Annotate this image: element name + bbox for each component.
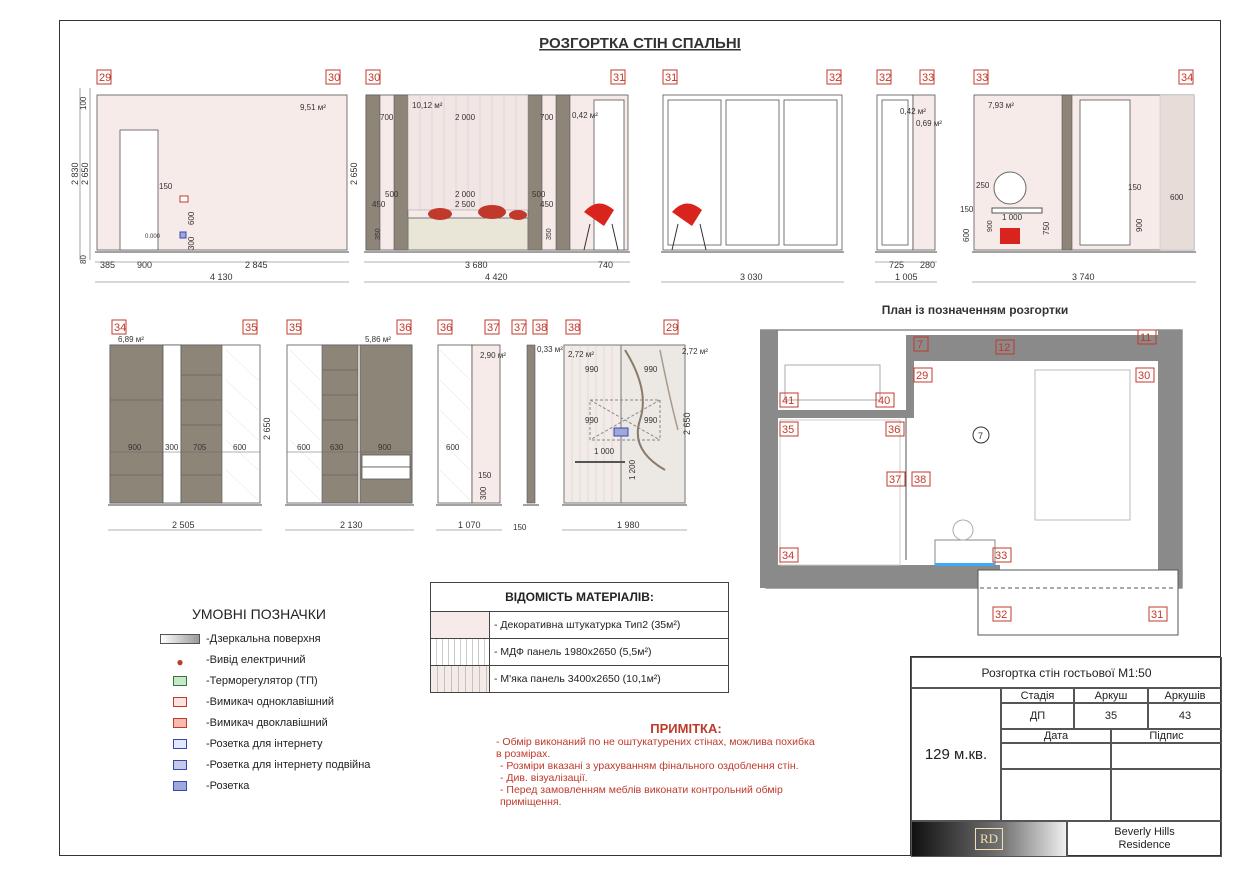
svg-text:700: 700 [380, 113, 394, 122]
legend-item-thermostat: -Терморегулятор (ТП) [160, 672, 318, 690]
svg-text:2 505: 2 505 [172, 520, 195, 530]
svg-text:1 005: 1 005 [895, 272, 918, 282]
svg-text:35: 35 [245, 322, 258, 334]
svg-text:600: 600 [233, 443, 247, 452]
mirror-icon [160, 634, 200, 644]
project-name: Beverly Hills Residence [1067, 821, 1222, 857]
svg-text:2 830: 2 830 [70, 162, 80, 185]
svg-text:500: 500 [385, 190, 399, 199]
sheet-title: РОЗГОРТКА СТІН СПАЛЬНІ [539, 35, 741, 52]
svg-text:150: 150 [960, 205, 974, 214]
svg-text:37: 37 [889, 474, 902, 486]
svg-text:0,42 м²: 0,42 м² [900, 107, 926, 116]
legend-item-switch-double: -Вимикач двоклавішний [160, 714, 328, 732]
svg-text:350: 350 [375, 228, 382, 240]
area-label: 9,51 м² [300, 103, 326, 112]
svg-text:37: 37 [487, 322, 500, 334]
socket-icon [173, 781, 187, 791]
tag-29: 29 [99, 72, 112, 84]
legend-item-internet-double: -Розетка для інтернету подвійна [160, 756, 370, 774]
note [496, 723, 816, 808]
note-line: - Перед замовленням меблів виконати контрольний обмір приміщення. [500, 784, 783, 808]
svg-text:990: 990 [585, 365, 599, 374]
internet-socket-icon [173, 739, 187, 749]
svg-text:11: 11 [1140, 332, 1152, 344]
svg-text:0,33 м²: 0,33 м² [537, 345, 563, 354]
svg-text:33: 33 [995, 550, 1008, 562]
electric-outlet-icon: ● [176, 655, 184, 669]
soft-panel-swatch [431, 666, 490, 692]
svg-text:100: 100 [79, 96, 88, 110]
legend [160, 606, 380, 796]
mdf-swatch [431, 639, 490, 665]
svg-text:500: 500 [532, 190, 546, 199]
svg-text:3 740: 3 740 [1072, 272, 1095, 282]
svg-text:2,72 м²: 2,72 м² [568, 350, 594, 359]
svg-text:900: 900 [137, 260, 153, 270]
svg-text:600: 600 [446, 443, 460, 452]
svg-text:900: 900 [1135, 218, 1144, 232]
materials-title: ВІДОМІСТЬ МАТЕРІАЛІВ: [431, 583, 728, 612]
svg-text:600: 600 [1170, 193, 1184, 202]
svg-text:2 650: 2 650 [80, 162, 90, 185]
elevation-33-34 [960, 70, 1196, 282]
svg-text:35: 35 [782, 424, 795, 436]
note-line: - Див. візуалізації. [500, 772, 588, 784]
svg-text:750: 750 [1042, 221, 1051, 235]
svg-text:150: 150 [1128, 183, 1142, 192]
elevation-38-29 [562, 320, 708, 530]
svg-text:5,86 м²: 5,86 м² [365, 335, 391, 344]
note-title: ПРИМІТКА: [650, 721, 722, 736]
svg-text:3 030: 3 030 [740, 272, 763, 282]
svg-text:600: 600 [297, 443, 311, 452]
elevation-37-38 [512, 320, 563, 532]
svg-text:0,69 м²: 0,69 м² [916, 119, 942, 128]
legend-item-mirror: -Дзеркальна поверхня [160, 630, 321, 648]
svg-text:36: 36 [888, 424, 901, 436]
svg-text:32: 32 [995, 609, 1008, 621]
elevation-34-35 [108, 320, 272, 530]
svg-text:38: 38 [535, 322, 548, 334]
svg-text:2,90 м²: 2,90 м² [480, 351, 506, 360]
svg-text:29: 29 [916, 370, 929, 382]
svg-text:1 070: 1 070 [458, 520, 481, 530]
svg-text:900: 900 [128, 443, 142, 452]
svg-text:2 500: 2 500 [455, 200, 476, 209]
svg-text:35: 35 [289, 322, 302, 334]
svg-text:31: 31 [613, 72, 626, 84]
svg-text:2 000: 2 000 [455, 113, 476, 122]
svg-text:36: 36 [399, 322, 412, 334]
svg-text:36: 36 [440, 322, 453, 334]
svg-text:32: 32 [829, 72, 842, 84]
material-row: - МДФ панель 1980х2650 (5,5м²) [431, 639, 728, 666]
svg-text:30: 30 [1138, 370, 1151, 382]
svg-text:150: 150 [159, 182, 173, 191]
svg-text:900: 900 [987, 220, 994, 232]
tag-30: 30 [328, 72, 341, 84]
switch-double-icon [173, 718, 187, 728]
svg-text:3 680: 3 680 [465, 260, 488, 270]
note-line: - Обмір виконаний по не оштукатурених стінах, можлива похибка в розмірах. [496, 736, 815, 760]
svg-text:990: 990 [644, 365, 658, 374]
svg-text:30: 30 [368, 72, 381, 84]
svg-text:80: 80 [79, 255, 88, 264]
svg-text:725: 725 [889, 260, 905, 270]
svg-text:34: 34 [782, 550, 795, 562]
svg-text:2 650: 2 650 [262, 417, 272, 440]
elevation-30-31 [349, 70, 630, 282]
svg-text:2 000: 2 000 [455, 190, 476, 199]
svg-text:10,12 м²: 10,12 м² [412, 101, 443, 110]
svg-text:990: 990 [585, 416, 599, 425]
internet-socket-double-icon [173, 760, 187, 770]
svg-text:38: 38 [914, 474, 927, 486]
svg-text:0.000: 0.000 [145, 234, 161, 240]
logo-mark: RD [975, 828, 1003, 850]
svg-text:32: 32 [879, 72, 892, 84]
material-row: - Декоративна штукатурка Тип2 (35м²) [431, 612, 728, 639]
svg-text:600: 600 [187, 211, 196, 225]
svg-text:37: 37 [514, 322, 527, 334]
svg-text:40: 40 [878, 395, 891, 407]
svg-text:29: 29 [666, 322, 679, 334]
svg-text:34: 34 [1181, 72, 1194, 84]
svg-text:34: 34 [114, 322, 127, 334]
svg-text:630: 630 [330, 443, 344, 452]
svg-text:31: 31 [1151, 609, 1164, 621]
logo [911, 821, 1067, 857]
svg-text:2 650: 2 650 [682, 412, 692, 435]
svg-text:740: 740 [598, 260, 614, 270]
elevation-35-36 [285, 320, 414, 530]
svg-text:150: 150 [513, 523, 527, 532]
svg-text:350: 350 [546, 228, 553, 240]
svg-text:705: 705 [193, 443, 207, 452]
svg-text:300: 300 [165, 443, 179, 452]
svg-text:600: 600 [962, 228, 971, 242]
svg-text:38: 38 [568, 322, 581, 334]
svg-text:1 000: 1 000 [1002, 213, 1023, 222]
svg-text:2,72 м²: 2,72 м² [682, 347, 708, 356]
svg-text:2 130: 2 130 [340, 520, 363, 530]
elevation-31-32 [661, 70, 844, 282]
svg-text:700: 700 [540, 113, 554, 122]
svg-text:450: 450 [372, 200, 386, 209]
svg-text:2 650: 2 650 [349, 162, 359, 185]
svg-text:33: 33 [976, 72, 989, 84]
svg-text:1 000: 1 000 [594, 447, 615, 456]
svg-text:2 845: 2 845 [245, 260, 268, 270]
note-line: - Розміри вказані з урахуванням фінального оздоблення стін. [500, 760, 799, 772]
svg-text:385: 385 [100, 260, 116, 270]
svg-text:250: 250 [976, 181, 990, 190]
svg-text:41: 41 [782, 395, 795, 407]
legend-item-switch-single: -Вимикач одноклавішний [160, 693, 334, 711]
elevation-32-33 [875, 70, 942, 282]
elevation-36-37 [436, 320, 506, 530]
svg-text:900: 900 [378, 443, 392, 452]
switch-single-icon [173, 697, 187, 707]
svg-text:150: 150 [478, 471, 492, 480]
room-number: 7 [978, 431, 984, 441]
floor-plan [760, 303, 1182, 635]
legend-item-internet: -Розетка для інтернету [160, 735, 322, 753]
svg-text:12: 12 [998, 342, 1011, 354]
stamp-area: 129 м.кв. [911, 688, 1001, 821]
svg-text:31: 31 [665, 72, 678, 84]
svg-text:6,89 м²: 6,89 м² [118, 335, 144, 344]
title-block: Розгортка стін гостьової М1:50 129 м.кв. Стадія Аркуш Аркушів ДП 35 43 Дата Підпис RD Beverly Hills Residence [910, 656, 1221, 856]
svg-text:0,42 м²: 0,42 м² [572, 111, 598, 120]
stamp-sheet-title: Розгортка стін гостьової М1:50 [911, 657, 1222, 688]
materials-table [430, 582, 729, 693]
svg-text:1 200: 1 200 [628, 459, 637, 480]
svg-text:7: 7 [917, 339, 924, 351]
thermostat-icon [173, 676, 187, 686]
svg-text:280: 280 [920, 260, 936, 270]
svg-text:990: 990 [644, 416, 658, 425]
svg-text:1 980: 1 980 [617, 520, 640, 530]
svg-text:33: 33 [922, 72, 935, 84]
svg-text:300: 300 [187, 236, 196, 250]
legend-item-socket: -Розетка [160, 777, 249, 795]
elevation-29-30 [70, 70, 349, 282]
material-row: - М'яка панель 3400х2650 (10,1м²) [431, 666, 728, 692]
svg-text:7,93 м²: 7,93 м² [988, 101, 1014, 110]
svg-text:450: 450 [540, 200, 554, 209]
plan-title: План із позначенням розгортки [881, 303, 1069, 317]
svg-text:300: 300 [479, 486, 488, 500]
svg-text:4 130: 4 130 [210, 272, 233, 282]
plaster-swatch [431, 612, 490, 638]
legend-title: УМОВНІ ПОЗНАЧКИ [192, 606, 326, 622]
legend-item-electric: ● -Вивід електричний [160, 651, 306, 669]
svg-text:4 420: 4 420 [485, 272, 508, 282]
